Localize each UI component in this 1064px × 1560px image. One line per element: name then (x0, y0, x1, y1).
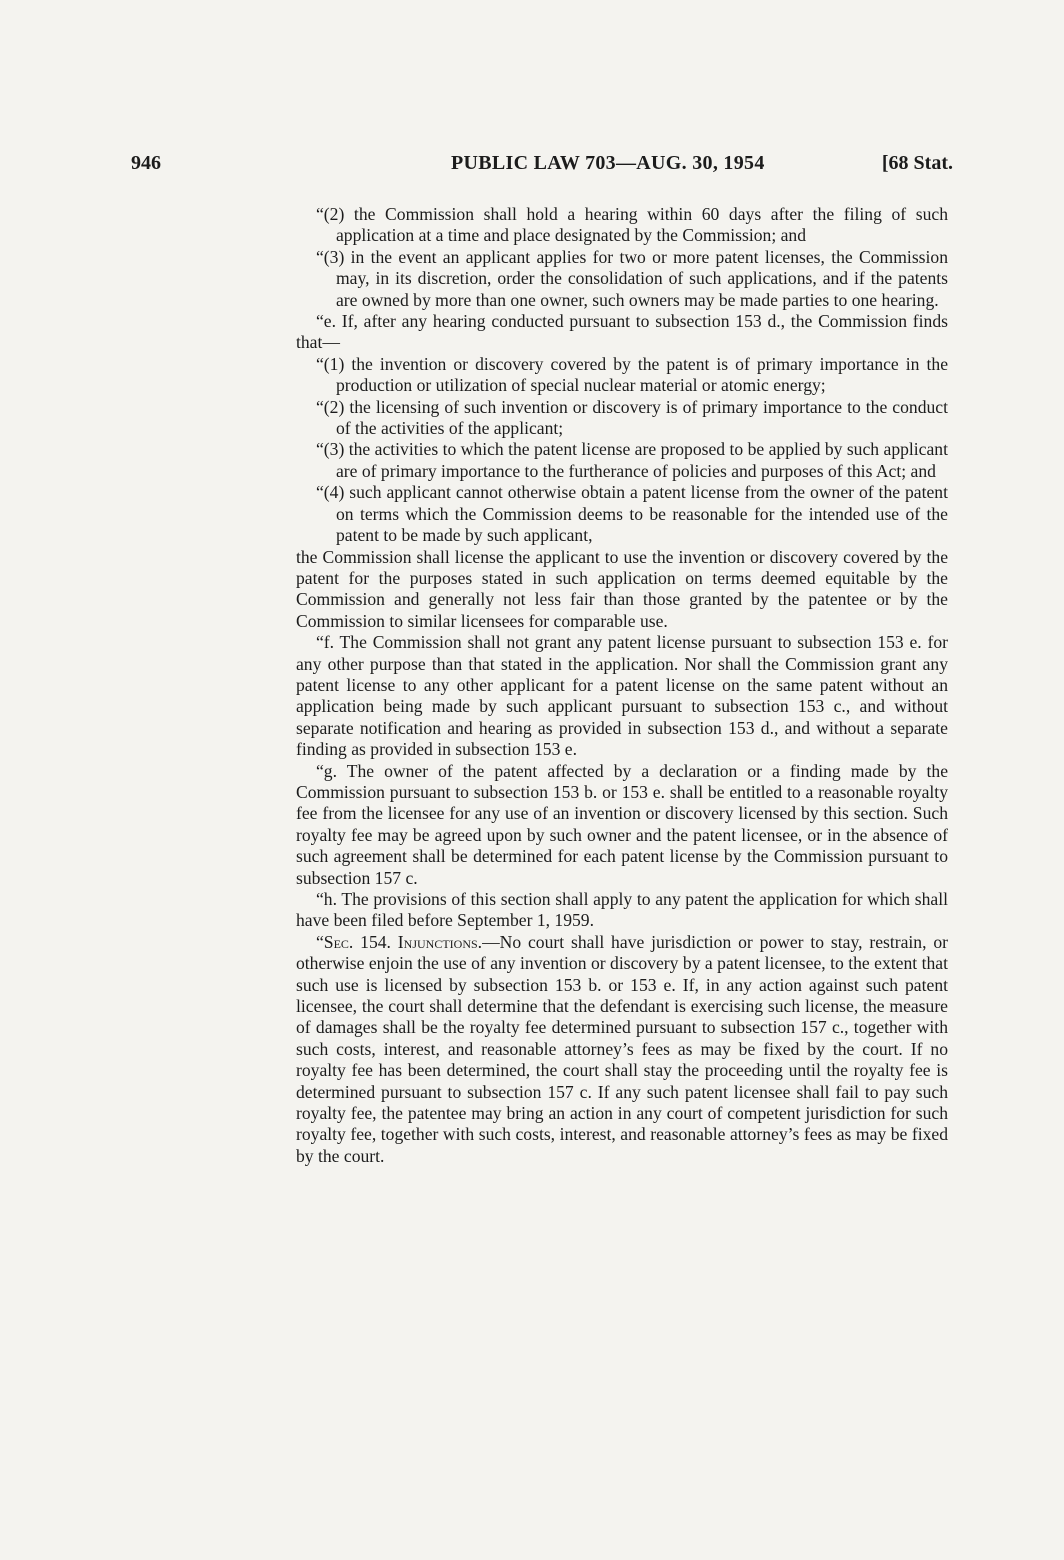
section-154-heading: “Sec. 154. Injunctions. (316, 931, 483, 952)
paragraph-e-conclusion: the Commission shall license the applicant to use the invention or discovery covered by the patent for the purposes stated in such application on terms deemed equitable by the Commission and generally not less fair than those granted by the patentee or by the Commission to similar licensees for comparable use. (296, 546, 948, 631)
paragraph-e-4: “(4) such applicant cannot otherwise obtain a patent license from the owner of the patent on terms which the Commission deems to be reasonable for the intended use of the patent to be made by such applicant, (316, 482, 948, 546)
page-header (131, 152, 953, 180)
paragraph-h: “h. The provisions of this section shall apply to any patent the application for which shall have been filed before September 1, 1959. (296, 889, 948, 931)
paragraph-f: “f. The Commission shall not grant any patent license pursuant to subsection 153 e. for any other purpose than that stated in the application. Nor shall the Commission grant any patent license to any other applicant for a patent license on the same patent without an application being made by such applicant pursuant to subsection 153 c., and without separate notification and hearing as provided in subsection 153 d., and without a separate finding as provided in subsection 153 e. (296, 632, 948, 760)
paragraph-e-1: “(1) the invention or discovery covered by the patent is of primary importance in the production or utilization of special nuclear material or atomic energy; (316, 353, 948, 396)
section-154 (296, 932, 948, 1167)
statute-reference: [68 Stat. (881, 152, 953, 174)
paragraph-e-2: “(2) the licensing of such invention or discovery is of primary importance to the conduct of the activities of the applicant; (316, 396, 948, 439)
page-number: 946 (131, 152, 161, 174)
paragraph-d-3: “(3) in the event an applicant applies for two or more patent licenses, the Commission may, in its discretion, order the consolidation of such applications, and if the patents are owned by more than one owner, such owners may be made parties to one hearing. (316, 246, 948, 310)
body-text (296, 204, 948, 1167)
paragraph-g: “g. The owner of the patent affected by a declaration or a finding made by the Commission pursuant to subsection 153 b. or 153 e. shall be entitled to a reasonable royalty fee from the licensee for any use of an invention or discovery licensed by this section. Such royalty fee may be agreed upon by such owner and the patent licensee, or in the absence of such agreement shall be determined for each patent license by the Commission pursuant to subsection 157 c. (296, 760, 948, 888)
paragraph-d-2: “(2) the Commission shall hold a hearing within 60 days after the filing of such application at a time and place designated by the Commission; and (316, 204, 948, 246)
section-154-text: —No court shall have jurisdiction or power to stay, restrain, or otherwise enjoin the use of any invention or discovery by a patent licensee, to the extent that such use is licensed by subsection 153 b. or 153 e. If, in any action against such patent licensee, the court shall determine that the defendant is exercising such license, the measure of damages shall be the royalty fee determined pursuant to subsection 157 c., together with such costs, interest, and reasonable attorney’s fees as may be fixed by the court. If no royalty fee has been determined, the court shall stay the proceeding until the royalty fee is determined pursuant to subsection 157 c. If any such patent licensee shall fail to pay such royalty fee, the patentee may bring an action in any court of competent jurisdiction for such royalty fee, together with such costs, interest, and reasonable attorney’s fees as may be fixed by the court. (296, 931, 948, 1166)
paragraph-e-3: “(3) the activities to which the patent license are proposed to be applied by such applicant are of primary importance to the furtherance of policies and purposes of this Act; and (316, 439, 948, 481)
running-head: PUBLIC LAW 703—AUG. 30, 1954 (451, 152, 765, 174)
paragraph-e: “e. If, after any hearing conducted pursuant to subsection 153 d., the Commission finds that— (296, 311, 948, 353)
